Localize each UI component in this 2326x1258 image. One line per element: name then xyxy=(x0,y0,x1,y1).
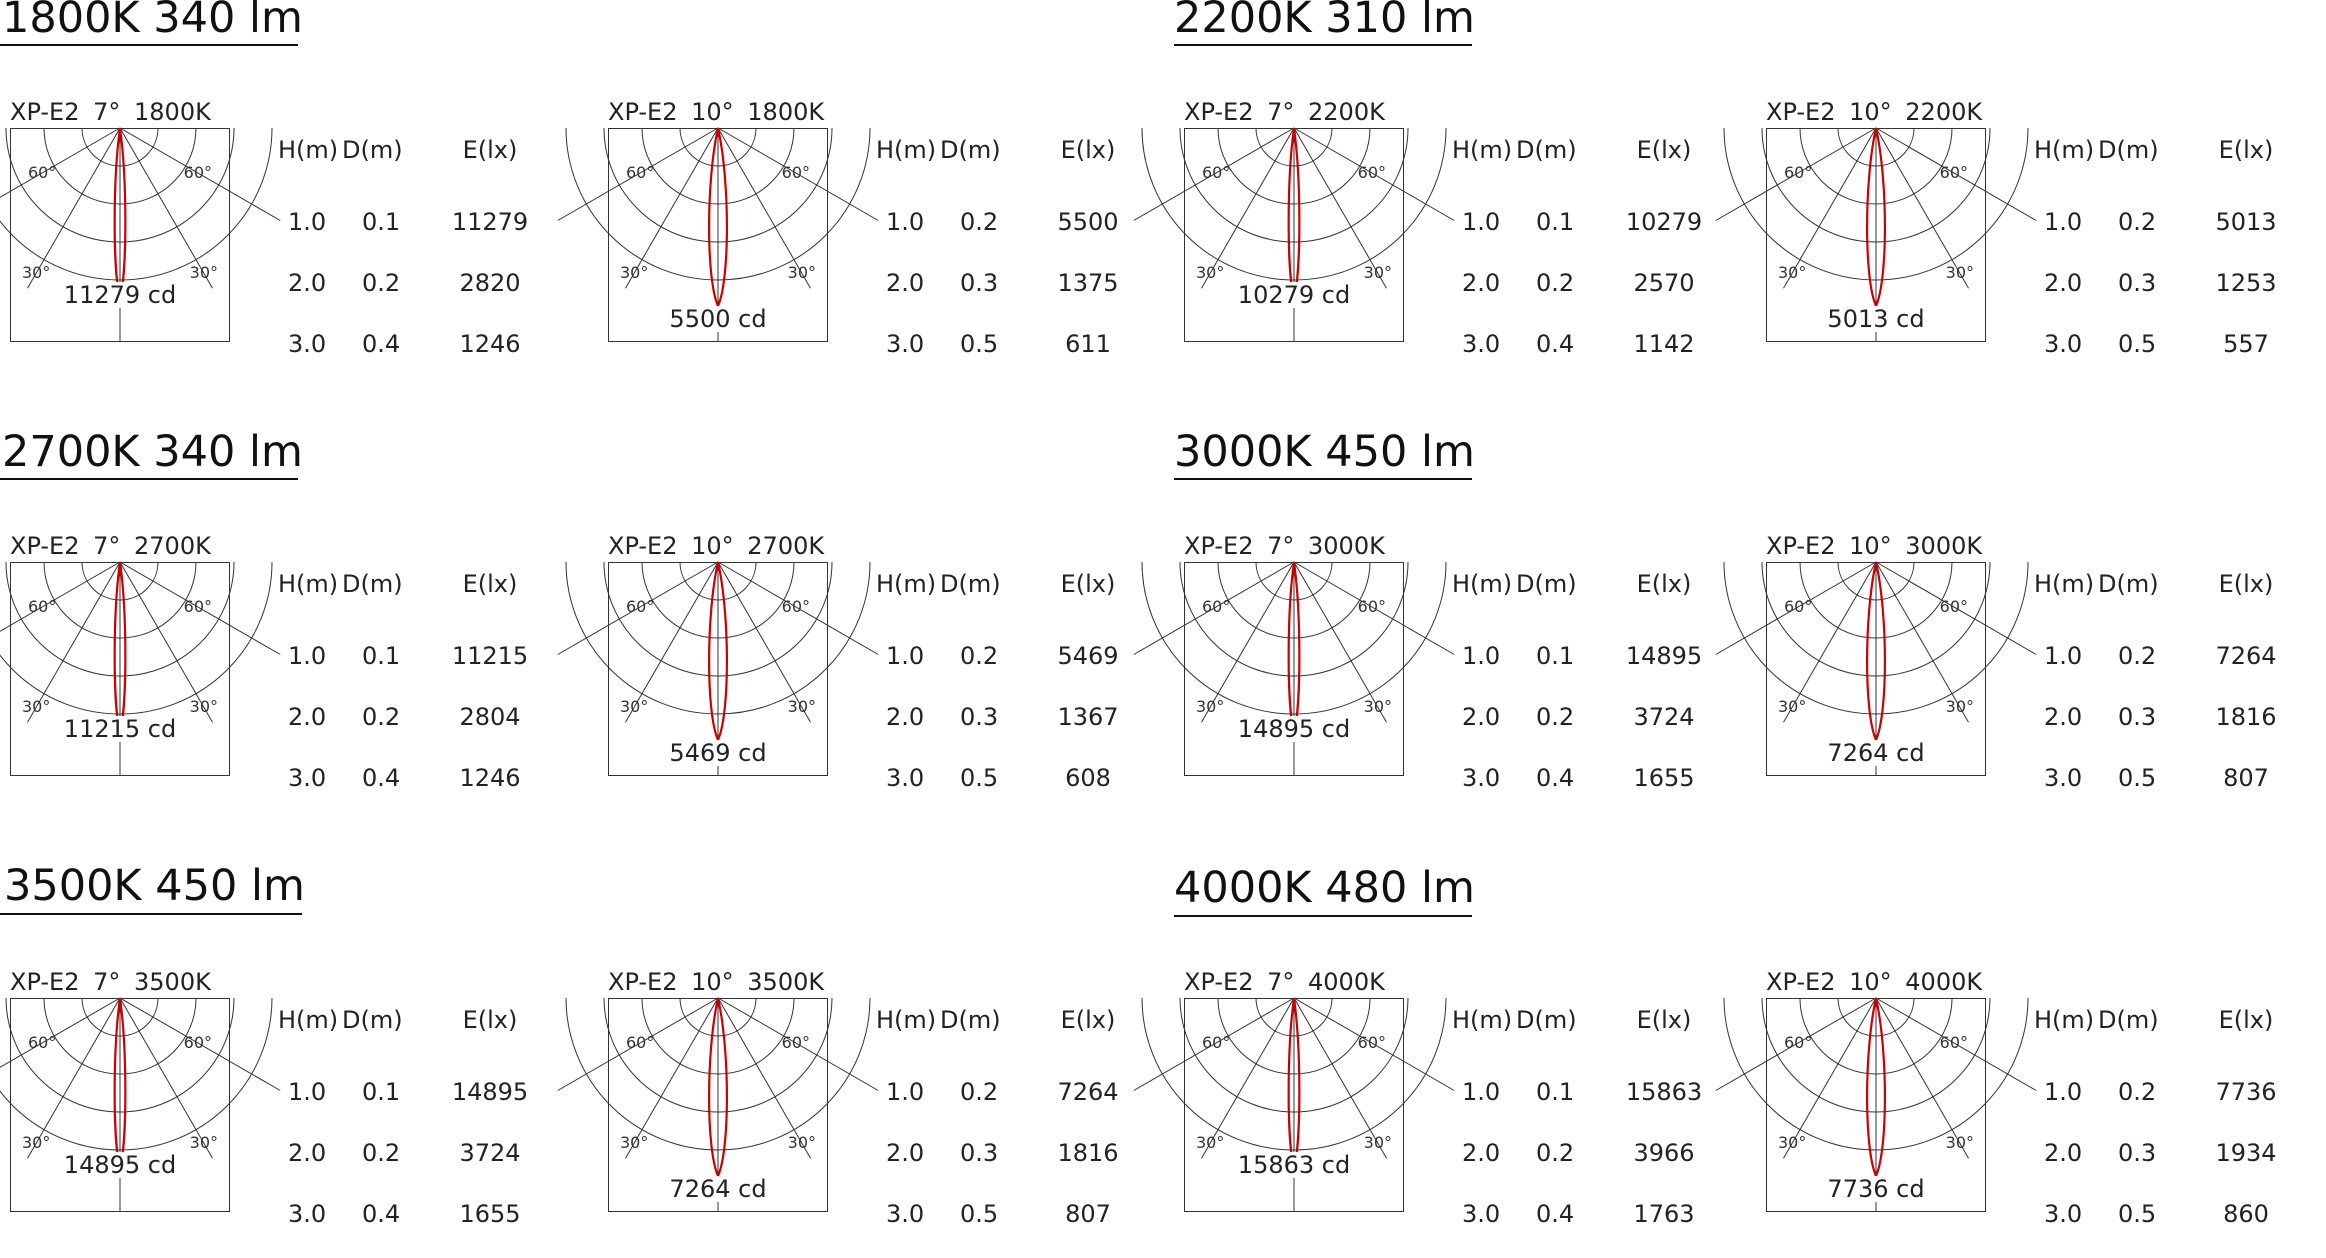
distribution-chart xyxy=(608,532,1168,822)
column-header: D(m) xyxy=(342,1006,403,1034)
polar-grid-arc xyxy=(0,128,272,280)
angle-label: 30° xyxy=(787,697,816,716)
polar-plot xyxy=(1766,562,1986,776)
table-cell: 1.0 xyxy=(2044,208,2083,236)
distribution-chart xyxy=(1184,968,1744,1258)
table-cell: 0.2 xyxy=(2118,208,2157,236)
table-cell: 1655 xyxy=(459,1200,521,1228)
title-underline xyxy=(0,478,298,480)
column-header: D(m) xyxy=(1516,136,1577,164)
table-cell: 1367 xyxy=(1057,703,1119,731)
chart-label: XP-E2 10° 2200K xyxy=(1766,98,1983,126)
table-cell: 0.2 xyxy=(1536,1139,1575,1167)
column-header: H(m) xyxy=(876,570,937,598)
table-cell: 3724 xyxy=(459,1139,521,1167)
table-cell: 608 xyxy=(1065,764,1111,792)
table-cell: 2.0 xyxy=(2044,269,2083,297)
candela-label: 14895 cd xyxy=(63,1151,177,1179)
chart-label: XP-E2 7° 3000K xyxy=(1184,532,1385,560)
table-cell: 0.5 xyxy=(2118,764,2157,792)
table-cell: 5500 xyxy=(1057,208,1119,236)
table-cell: 1.0 xyxy=(288,642,327,670)
chart-label: XP-E2 7° 3500K xyxy=(10,968,211,996)
table-cell: 0.3 xyxy=(960,703,999,731)
column-header: D(m) xyxy=(2098,1006,2159,1034)
table-cell: 5469 xyxy=(1057,642,1119,670)
table-cell: 1246 xyxy=(459,764,521,792)
angle-label: 60° xyxy=(1357,1033,1386,1052)
chart-label: XP-E2 10° 3000K xyxy=(1766,532,1983,560)
table-cell: 2.0 xyxy=(1462,269,1501,297)
illuminance-table xyxy=(1452,570,1722,792)
column-header: D(m) xyxy=(940,570,1001,598)
table-cell: 3.0 xyxy=(2044,1200,2083,1228)
table-cell: 2.0 xyxy=(886,703,925,731)
table-cell: 14895 xyxy=(451,1078,529,1106)
angle-label: 60° xyxy=(183,1033,212,1052)
distribution-chart xyxy=(1766,968,2326,1258)
table-cell: 557 xyxy=(2223,330,2269,358)
angle-label: 30° xyxy=(1778,1133,1807,1152)
angle-label: 60° xyxy=(1784,163,1813,182)
table-cell: 0.5 xyxy=(2118,330,2157,358)
polar-plot xyxy=(10,128,230,342)
column-header: E(lx) xyxy=(1636,136,1692,164)
table-cell: 7264 xyxy=(2215,642,2277,670)
table-cell: 0.3 xyxy=(2118,1139,2157,1167)
table-cell: 14895 xyxy=(1625,642,1703,670)
distribution-chart xyxy=(608,98,1168,388)
table-cell: 2.0 xyxy=(1462,1139,1501,1167)
table-cell: 0.2 xyxy=(2118,642,2157,670)
angle-label: 30° xyxy=(1778,263,1807,282)
angle-label: 60° xyxy=(183,597,212,616)
table-cell: 1816 xyxy=(1057,1139,1119,1167)
table-cell: 0.1 xyxy=(362,208,401,236)
column-header: D(m) xyxy=(940,1006,1001,1034)
table-cell: 5013 xyxy=(2215,208,2277,236)
table-cell: 1.0 xyxy=(2044,642,2083,670)
table-cell: 3.0 xyxy=(886,330,925,358)
column-header: E(lx) xyxy=(2218,1006,2274,1034)
table-cell: 3.0 xyxy=(886,764,925,792)
table-cell: 1.0 xyxy=(886,1078,925,1106)
polar-plot xyxy=(10,562,230,776)
column-header: H(m) xyxy=(1452,136,1513,164)
table-cell: 3966 xyxy=(1633,1139,1695,1167)
candela-label: 14895 cd xyxy=(1237,715,1351,743)
table-cell: 0.1 xyxy=(1536,1078,1575,1106)
candela-label: 5013 cd xyxy=(1827,305,1925,333)
table-cell: 860 xyxy=(2223,1200,2269,1228)
table-cell: 0.1 xyxy=(362,1078,401,1106)
distribution-chart xyxy=(1766,532,2326,822)
angle-label: 60° xyxy=(1202,597,1231,616)
table-cell: 0.5 xyxy=(960,1200,999,1228)
chart-label: XP-E2 10° 2700K xyxy=(608,532,825,560)
angle-label: 30° xyxy=(1363,1133,1392,1152)
column-header: H(m) xyxy=(1452,570,1513,598)
candela-label: 15863 cd xyxy=(1237,1151,1351,1179)
candela-label: 5500 cd xyxy=(669,305,767,333)
table-cell: 0.3 xyxy=(960,1139,999,1167)
table-cell: 0.2 xyxy=(960,642,999,670)
column-header: H(m) xyxy=(2034,136,2095,164)
table-cell: 3.0 xyxy=(1462,330,1501,358)
table-cell: 0.2 xyxy=(960,1078,999,1106)
title-underline xyxy=(1174,915,1472,917)
angle-label: 60° xyxy=(626,163,655,182)
angle-label: 30° xyxy=(22,1133,51,1152)
angle-label: 60° xyxy=(1357,163,1386,182)
table-cell: 0.2 xyxy=(2118,1078,2157,1106)
column-header: E(lx) xyxy=(2218,570,2274,598)
angle-label: 60° xyxy=(28,163,57,182)
table-cell: 0.2 xyxy=(362,1139,401,1167)
table-cell: 1253 xyxy=(2215,269,2277,297)
table-cell: 1.0 xyxy=(1462,1078,1501,1106)
candela-label: 7736 cd xyxy=(1827,1175,1925,1203)
illuminance-table xyxy=(278,570,548,792)
distribution-chart xyxy=(1184,98,1744,388)
chart-label: XP-E2 10° 1800K xyxy=(608,98,825,126)
polar-plot xyxy=(1184,128,1404,342)
table-cell: 2.0 xyxy=(288,269,327,297)
illuminance-table xyxy=(876,570,1146,792)
table-cell: 1375 xyxy=(1057,269,1119,297)
angle-label: 30° xyxy=(787,1133,816,1152)
angle-label: 30° xyxy=(787,263,816,282)
distribution-chart xyxy=(1184,532,1744,822)
candela-label: 5469 cd xyxy=(669,739,767,767)
table-cell: 0.2 xyxy=(362,269,401,297)
column-header: D(m) xyxy=(2098,136,2159,164)
table-cell: 3.0 xyxy=(288,1200,327,1228)
candela-label: 10279 cd xyxy=(1237,281,1351,309)
illuminance-table xyxy=(278,136,548,358)
angle-label: 30° xyxy=(1196,263,1225,282)
table-cell: 2570 xyxy=(1633,269,1695,297)
polar-plot xyxy=(1766,998,1986,1212)
table-cell: 0.5 xyxy=(2118,1200,2157,1228)
column-header: H(m) xyxy=(2034,1006,2095,1034)
column-header: E(lx) xyxy=(1636,1006,1692,1034)
table-cell: 11215 xyxy=(451,642,529,670)
polar-grid-arc xyxy=(0,998,272,1150)
table-cell: 0.4 xyxy=(362,764,401,792)
chart-label: XP-E2 10° 4000K xyxy=(1766,968,1983,996)
table-cell: 0.2 xyxy=(1536,269,1575,297)
table-cell: 1.0 xyxy=(1462,642,1501,670)
angle-label: 30° xyxy=(22,697,51,716)
table-cell: 0.4 xyxy=(1536,330,1575,358)
table-cell: 0.2 xyxy=(1536,703,1575,731)
column-header: D(m) xyxy=(342,570,403,598)
table-cell: 807 xyxy=(2223,764,2269,792)
table-cell: 1763 xyxy=(1633,1200,1695,1228)
table-cell: 1.0 xyxy=(886,642,925,670)
illuminance-table xyxy=(2034,1006,2304,1228)
table-cell: 3.0 xyxy=(1462,1200,1501,1228)
table-cell: 0.5 xyxy=(960,764,999,792)
table-cell: 3.0 xyxy=(1462,764,1501,792)
angle-label: 30° xyxy=(620,1133,649,1152)
table-cell: 2.0 xyxy=(288,1139,327,1167)
table-cell: 0.1 xyxy=(1536,642,1575,670)
chart-label: XP-E2 7° 1800K xyxy=(10,98,211,126)
table-cell: 0.1 xyxy=(362,642,401,670)
illuminance-table xyxy=(2034,136,2304,358)
polar-plot xyxy=(608,998,828,1212)
column-header: E(lx) xyxy=(462,1006,518,1034)
table-cell: 0.2 xyxy=(362,703,401,731)
table-cell: 3.0 xyxy=(2044,330,2083,358)
polar-plot xyxy=(1184,998,1404,1212)
group-title-4000k: 4000K 480 lm xyxy=(1174,863,1475,913)
column-header: H(m) xyxy=(278,1006,339,1034)
group-title-2200k: 2200K 310 lm xyxy=(1174,0,1475,43)
table-cell: 7736 xyxy=(2215,1078,2277,1106)
angle-label: 60° xyxy=(781,1033,810,1052)
column-header: E(lx) xyxy=(462,570,518,598)
distribution-chart xyxy=(10,98,570,388)
candela-label: 7264 cd xyxy=(1827,739,1925,767)
table-cell: 15863 xyxy=(1625,1078,1703,1106)
column-header: E(lx) xyxy=(1636,570,1692,598)
chart-label: XP-E2 10° 3500K xyxy=(608,968,825,996)
angle-label: 30° xyxy=(189,1133,218,1152)
angle-label: 60° xyxy=(626,597,655,616)
table-cell: 2.0 xyxy=(2044,1139,2083,1167)
distribution-chart xyxy=(1766,98,2326,388)
table-cell: 0.5 xyxy=(960,330,999,358)
polar-plot xyxy=(10,998,230,1212)
group-title-3500k: 3500K 450 lm xyxy=(4,861,305,911)
angle-label: 30° xyxy=(1196,1133,1225,1152)
polar-plot xyxy=(1184,562,1404,776)
angle-label: 30° xyxy=(1945,697,1974,716)
table-cell: 3.0 xyxy=(288,330,327,358)
angle-label: 30° xyxy=(1945,1133,1974,1152)
polar-plot xyxy=(608,562,828,776)
table-cell: 10279 xyxy=(1625,208,1703,236)
table-cell: 611 xyxy=(1065,330,1111,358)
table-cell: 1655 xyxy=(1633,764,1695,792)
polar-plot xyxy=(1766,128,1986,342)
column-header: E(lx) xyxy=(1060,570,1116,598)
table-cell: 0.4 xyxy=(1536,764,1575,792)
angle-label: 60° xyxy=(28,597,57,616)
angle-label: 60° xyxy=(1202,163,1231,182)
column-header: H(m) xyxy=(2034,570,2095,598)
group-title-1800k: 1800K 340 lm xyxy=(2,0,303,43)
angle-label: 30° xyxy=(620,263,649,282)
angle-label: 30° xyxy=(1945,263,1974,282)
table-cell: 7264 xyxy=(1057,1078,1119,1106)
table-cell: 2804 xyxy=(459,703,521,731)
title-underline xyxy=(1174,44,1472,46)
angle-label: 30° xyxy=(189,697,218,716)
table-cell: 1142 xyxy=(1633,330,1695,358)
group-title-2700k: 2700K 340 lm xyxy=(2,427,303,477)
illuminance-table xyxy=(278,1006,548,1228)
title-underline xyxy=(0,913,302,915)
column-header: H(m) xyxy=(876,136,937,164)
illuminance-table xyxy=(2034,570,2304,792)
angle-label: 60° xyxy=(626,1033,655,1052)
chart-label: XP-E2 7° 2700K xyxy=(10,532,211,560)
illuminance-table xyxy=(876,1006,1146,1228)
title-underline xyxy=(1174,478,1472,480)
table-cell: 0.3 xyxy=(960,269,999,297)
illuminance-table xyxy=(1452,136,1722,358)
column-header: E(lx) xyxy=(1060,136,1116,164)
distribution-chart xyxy=(10,532,570,822)
column-header: D(m) xyxy=(2098,570,2159,598)
column-header: H(m) xyxy=(876,1006,937,1034)
distribution-chart xyxy=(608,968,1168,1258)
angle-label: 30° xyxy=(620,697,649,716)
column-header: D(m) xyxy=(342,136,403,164)
table-cell: 2820 xyxy=(459,269,521,297)
table-cell: 1.0 xyxy=(1462,208,1501,236)
angle-label: 60° xyxy=(28,1033,57,1052)
table-cell: 0.1 xyxy=(1536,208,1575,236)
illuminance-table xyxy=(1452,1006,1722,1228)
angle-label: 60° xyxy=(1939,597,1968,616)
angle-label: 30° xyxy=(22,263,51,282)
column-header: D(m) xyxy=(1516,1006,1577,1034)
column-header: H(m) xyxy=(278,136,339,164)
polar-plot xyxy=(608,128,828,342)
table-cell: 1.0 xyxy=(288,208,327,236)
table-cell: 1816 xyxy=(2215,703,2277,731)
chart-label: XP-E2 7° 4000K xyxy=(1184,968,1385,996)
table-cell: 0.4 xyxy=(362,1200,401,1228)
distribution-chart xyxy=(10,968,570,1258)
candela-label: 11215 cd xyxy=(63,715,177,743)
angle-label: 30° xyxy=(1363,263,1392,282)
column-header: D(m) xyxy=(1516,570,1577,598)
table-cell: 0.2 xyxy=(960,208,999,236)
angle-label: 60° xyxy=(781,163,810,182)
table-cell: 0.4 xyxy=(1536,1200,1575,1228)
table-cell: 0.4 xyxy=(362,330,401,358)
table-cell: 2.0 xyxy=(886,1139,925,1167)
table-cell: 2.0 xyxy=(2044,703,2083,731)
column-header: E(lx) xyxy=(462,136,518,164)
column-header: D(m) xyxy=(940,136,1001,164)
table-cell: 0.3 xyxy=(2118,269,2157,297)
illuminance-table xyxy=(876,136,1146,358)
table-cell: 3.0 xyxy=(288,764,327,792)
table-cell: 0.3 xyxy=(2118,703,2157,731)
angle-label: 30° xyxy=(1778,697,1807,716)
table-cell: 3724 xyxy=(1633,703,1695,731)
title-underline xyxy=(0,44,298,46)
angle-label: 60° xyxy=(1784,1033,1813,1052)
angle-label: 60° xyxy=(1784,597,1813,616)
table-cell: 2.0 xyxy=(1462,703,1501,731)
angle-label: 60° xyxy=(1357,597,1386,616)
angle-label: 30° xyxy=(1196,697,1225,716)
candela-label: 7264 cd xyxy=(669,1175,767,1203)
table-cell: 11279 xyxy=(451,208,529,236)
angle-label: 60° xyxy=(183,163,212,182)
table-cell: 3.0 xyxy=(2044,764,2083,792)
table-cell: 1246 xyxy=(459,330,521,358)
angle-label: 30° xyxy=(1363,697,1392,716)
candela-label: 11279 cd xyxy=(63,281,177,309)
column-header: H(m) xyxy=(278,570,339,598)
angle-label: 60° xyxy=(1202,1033,1231,1052)
table-cell: 1934 xyxy=(2215,1139,2277,1167)
chart-label: XP-E2 7° 2200K xyxy=(1184,98,1385,126)
angle-label: 30° xyxy=(189,263,218,282)
polar-grid-arc xyxy=(0,562,272,714)
table-cell: 3.0 xyxy=(886,1200,925,1228)
column-header: E(lx) xyxy=(1060,1006,1116,1034)
table-cell: 1.0 xyxy=(288,1078,327,1106)
table-cell: 2.0 xyxy=(886,269,925,297)
table-cell: 1.0 xyxy=(2044,1078,2083,1106)
table-cell: 1.0 xyxy=(886,208,925,236)
angle-label: 60° xyxy=(1939,163,1968,182)
group-title-3000k: 3000K 450 lm xyxy=(1174,427,1475,477)
column-header: H(m) xyxy=(1452,1006,1513,1034)
angle-label: 60° xyxy=(1939,1033,1968,1052)
angle-label: 60° xyxy=(781,597,810,616)
table-cell: 807 xyxy=(1065,1200,1111,1228)
column-header: E(lx) xyxy=(2218,136,2274,164)
table-cell: 2.0 xyxy=(288,703,327,731)
